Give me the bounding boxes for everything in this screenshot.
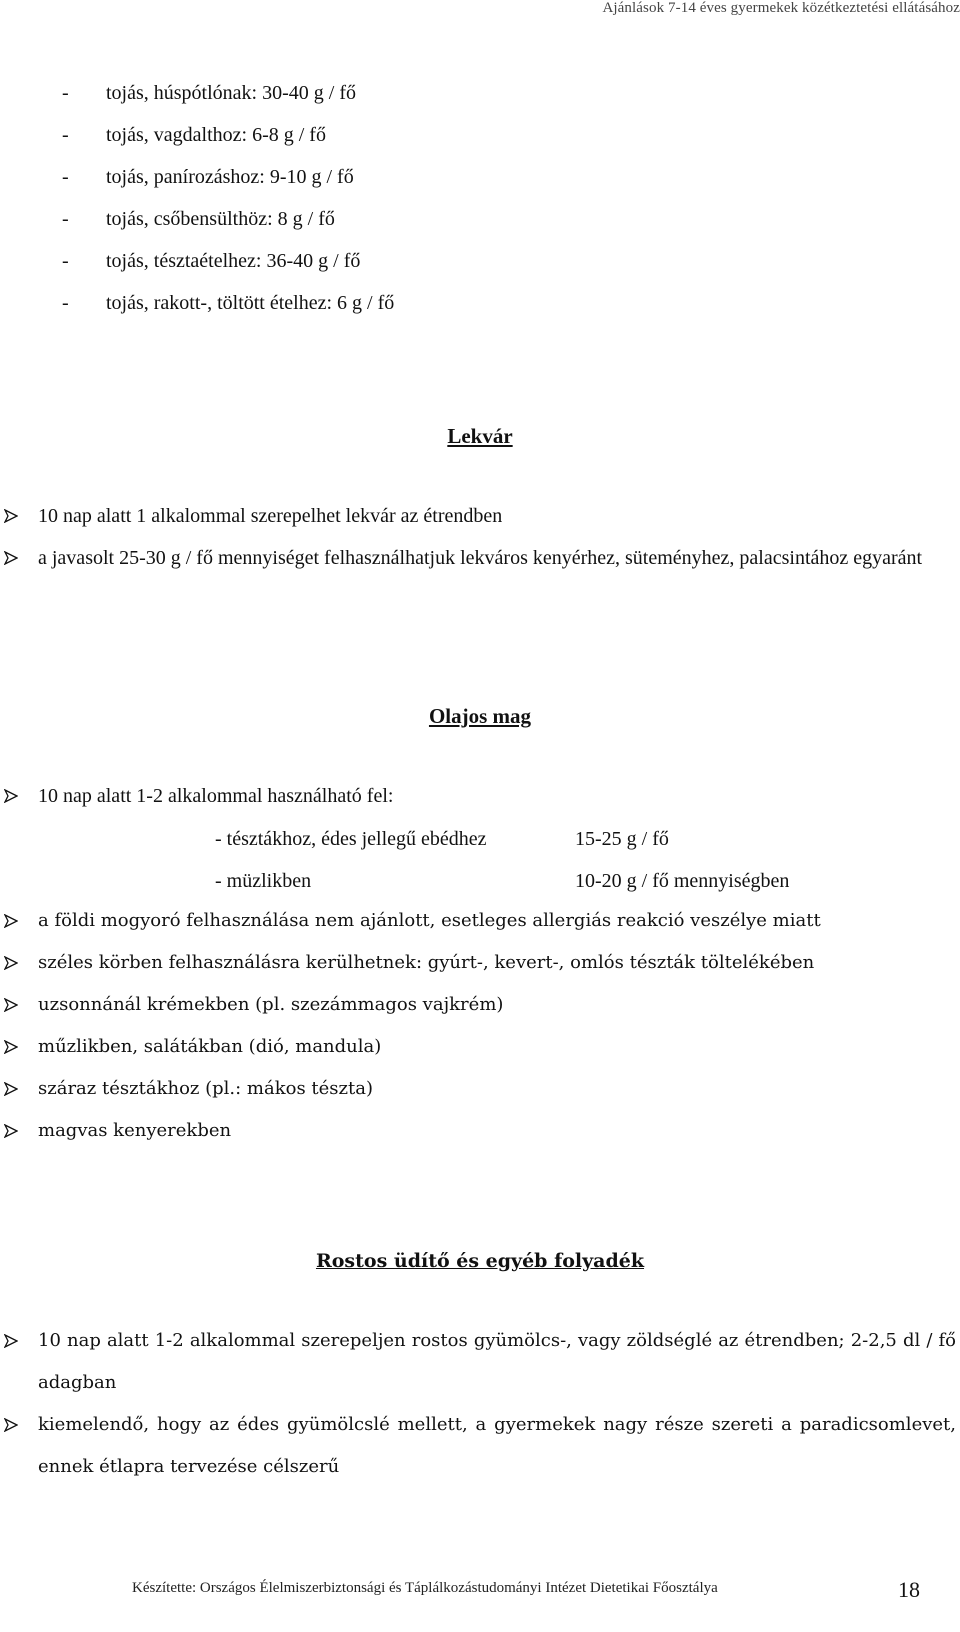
olajos-mag-bullets	[0, 900, 821, 1152]
list-item: - tojás, vagdalthoz: 6-8 g / fő	[62, 114, 394, 156]
running-header: Ajánlások 7-14 éves gyermekek közétkeztetési ellátásához	[602, 0, 960, 16]
sub-item-amount: 15-25 g / fő	[575, 828, 669, 850]
list-item: - tojás, húspótlónak: 30-40 g / fő	[62, 72, 394, 114]
list-item: 10 nap alatt 1-2 alkalommal használható fel:	[0, 775, 393, 817]
arrow-bullet-icon	[4, 1124, 18, 1138]
list-item: magvas kenyerekben	[0, 1110, 821, 1152]
dash-marker: -	[62, 124, 69, 146]
list-item: a javasolt 25-30 g / fő mennyiséget felhasználhatjuk lekváros kenyérhez, süteményhez, palacsintához egyaránt	[0, 537, 960, 579]
dash-marker: -	[62, 292, 69, 314]
list-item: uzsonnánál krémekben (pl. szezámmagos vajkrém)	[0, 984, 821, 1026]
section-title-lekvar: Lekvár	[447, 424, 513, 448]
dash-marker: -	[62, 82, 69, 104]
dash-marker: -	[62, 208, 69, 230]
arrow-bullet-icon	[4, 1040, 18, 1054]
sub-item-label: - tésztákhoz, édes jellegű ebédhez	[215, 828, 487, 850]
arrow-bullet-icon	[4, 1334, 18, 1348]
list-item: 10 nap alatt 1 alkalommal szerepelhet lekvár az étrendben	[0, 495, 960, 537]
list-item: - tojás, panírozáshoz: 9-10 g / fő	[62, 156, 394, 198]
arrow-bullet-icon	[4, 998, 18, 1012]
dash-marker: -	[62, 250, 69, 272]
section-title-rostos: Rostos üdítő és egyéb folyadék	[315, 1250, 645, 1272]
list-item: a földi mogyoró felhasználása nem ajánlott, esetleges allergiás reakció veszélye miatt	[0, 900, 821, 942]
dash-marker: -	[62, 166, 69, 188]
sub-item-row	[215, 828, 669, 851]
page-footer: Készítette: Országos Élelmiszerbiztonsági és Táplálkozástudományi Intézet Dietetikai Főosztálya	[132, 1580, 718, 1596]
list-item: kiemelendő, hogy az édes gyümölcslé mellett, a gyermekek nagy része szereti a paradicsomlevet, ennek étlapra tervezése célszerű	[0, 1404, 960, 1488]
arrow-bullet-icon	[4, 1082, 18, 1096]
lekvar-bullets	[0, 495, 960, 579]
page-number: 18	[898, 1577, 920, 1602]
list-item: széles körben felhasználásra kerülhetnek: gyúrt-, kevert-, omlós tészták töltelékében	[0, 942, 821, 984]
arrow-bullet-icon	[4, 1418, 18, 1432]
list-item: - tojás, rakott-, töltött ételhez: 6 g / fő	[62, 282, 394, 324]
arrow-bullet-icon	[4, 956, 18, 970]
list-item: 10 nap alatt 1-2 alkalommal szerepeljen rostos gyümölcs-, vagy zöldséglé az étrendben; 2-2,5 dl / fő adagban	[0, 1320, 960, 1404]
sub-item-row	[215, 870, 790, 893]
arrow-bullet-icon	[4, 914, 18, 928]
rostos-bullets	[0, 1320, 960, 1488]
list-item: - tojás, tésztaételhez: 36-40 g / fő	[62, 240, 394, 282]
sub-item-amount: 10-20 g / fő mennyiségben	[575, 870, 790, 892]
section-title-olajos-mag: Olajos mag	[428, 704, 532, 728]
egg-portion-list	[62, 72, 394, 324]
olajos-mag-intro	[0, 775, 393, 817]
arrow-bullet-icon	[4, 551, 18, 565]
list-item: műzlikben, salátákban (dió, mandula)	[0, 1026, 821, 1068]
sub-item-label: - müzlikben	[215, 870, 312, 892]
list-item: száraz tésztákhoz (pl.: mákos tészta)	[0, 1068, 821, 1110]
arrow-bullet-icon	[4, 509, 18, 523]
list-item: - tojás, csőbensülthöz: 8 g / fő	[62, 198, 394, 240]
arrow-bullet-icon	[4, 789, 18, 803]
